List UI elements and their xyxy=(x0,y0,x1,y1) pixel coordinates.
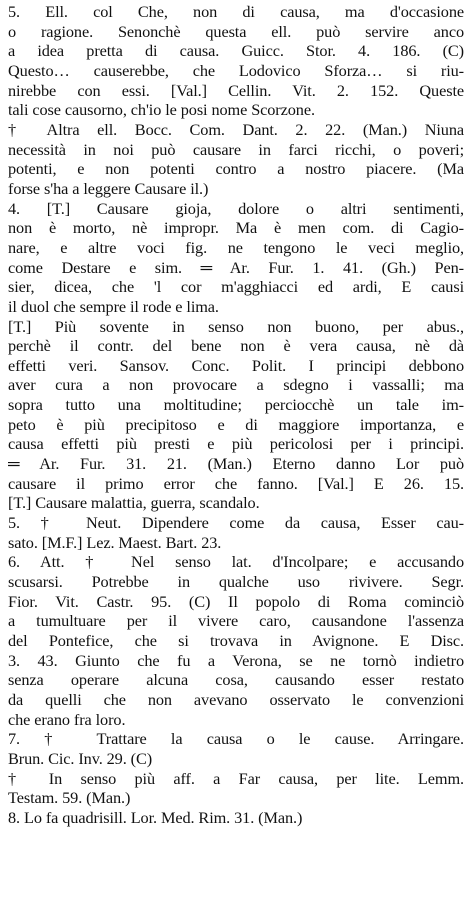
sense-5-block xyxy=(8,513,464,552)
text-line: potenti, e non potenti contro a nostro piacere. (Ma xyxy=(8,159,464,179)
text-line: peto è più precipitoso e di maggiore importanza, e xyxy=(8,414,464,434)
sense-7-block xyxy=(8,729,464,808)
text-line: da quelli che non avevano osservato le convenzioni xyxy=(8,689,464,709)
text-line: Fior. Vit. Castr. 95. (C) Il popolo di Roma cominciò xyxy=(8,591,464,611)
text-line: nare, e altre voci fig. ne tengono le veci meglio, xyxy=(8,237,464,257)
text-line: perchè il contr. del bene non è vera causa, nè dà xyxy=(8,336,464,356)
text-line: Questo… causerebbe, che Lodovico Sforza… si riu- xyxy=(8,60,464,80)
text-line: [T.] Più sovente in senso non buono, per abus., xyxy=(8,316,464,336)
text-line: ═ Ar. Fur. 31. 21. (Man.) Eterno danno Lor può xyxy=(8,454,464,474)
text-line: o ragione. Senonchè questa ell. può servire anco xyxy=(8,21,464,41)
text-line: 5. † Neut. Dipendere come da causa, Esser cau- xyxy=(8,513,464,533)
sense-4-block xyxy=(8,199,464,514)
text-line: sier, dicea, che 'l cor m'agghiacci ed ardi, E causi xyxy=(8,277,464,297)
text-line: che erano fra loro. xyxy=(8,709,126,729)
text-line: il duol che sempre il rode e lima. xyxy=(8,296,219,316)
text-line: scusarsi. Potrebbe in qualche uso rivivere. Segr. xyxy=(8,572,464,592)
text-line: non è morto, nè impropr. Ma è men com. di Cagio- xyxy=(8,218,464,238)
text-line: senza operare alcuna cosa, causando esser restato xyxy=(8,670,464,690)
text-line: causare il primo error che fanno. [Val.] E 26. 15. xyxy=(8,473,464,493)
sense-6-block xyxy=(8,552,464,729)
text-line: effetti veri. Sansov. Conc. Polit. I principi debbono xyxy=(8,355,464,375)
text-line: necessità in noi può causare in farci ricchi, o poveri; xyxy=(8,139,464,159)
text-line: sato. [M.F.] Lez. Maest. Bart. 23. xyxy=(8,532,222,552)
sense-8-block xyxy=(8,808,464,828)
text-line: 5. Ell. col Che, non di causa, ma d'occasione xyxy=(8,2,464,21)
text-line: forse s'ha a leggere Causare il.) xyxy=(8,178,209,198)
text-line: aver cura a non provocare a sdegno i vassalli; ma xyxy=(8,375,464,395)
text-line: † Altra ell. Bocc. Com. Dant. 2. 22. (Man.) Niuna xyxy=(8,119,464,139)
text-line: causa effetti più presti e più pericolosi per i principi. xyxy=(8,434,464,454)
text-line: sopra tutto una moltitudine; perciocchè un tale im- xyxy=(8,395,464,415)
text-line: del Pontefice, che si trovava in Avignone. E Disc. xyxy=(8,631,464,650)
text-line: nirebbe con essi. [Val.] Cellin. Vit. 2. 152. Queste xyxy=(8,80,464,100)
text-line: [T.] Causare malattia, guerra, scandalo. xyxy=(8,493,260,513)
text-line: 7. † Trattare la causa o le cause. Arringare. xyxy=(8,729,464,749)
text-line: a idea pretta di causa. Guicc. Stor. 4. 186. (C) xyxy=(8,41,464,61)
text-line: Testam. 59. (Man.) xyxy=(8,788,131,808)
text-line: tali cose causorno, ch'io le posi nome Scorzone. xyxy=(8,100,315,120)
text-line: a tumultuare per il vivere caro, causandone l'assenza xyxy=(8,611,464,631)
text-line: 3. 43. Giunto che fu a Verona, se ne tornò indietro xyxy=(8,650,464,670)
text-line: 8. Lo fa quadrisill. Lor. Med. Rim. 31. (Man.) xyxy=(8,807,303,827)
text-line: † In senso più aff. a Far causa, per lite. Lemm. xyxy=(8,768,464,788)
sense-3-block xyxy=(8,2,464,199)
text-line: come Destare e sim. ═ Ar. Fur. 1. 41. (Gh.) Pen- xyxy=(8,257,464,277)
text-line: 4. [T.] Causare gioja, dolore o altri sentimenti, xyxy=(8,198,464,218)
text-line: Brun. Cic. Inv. 29. (C) xyxy=(8,748,153,768)
text-line: 6. Att. † Nel senso lat. d'Incolpare; e accusando xyxy=(8,552,464,572)
